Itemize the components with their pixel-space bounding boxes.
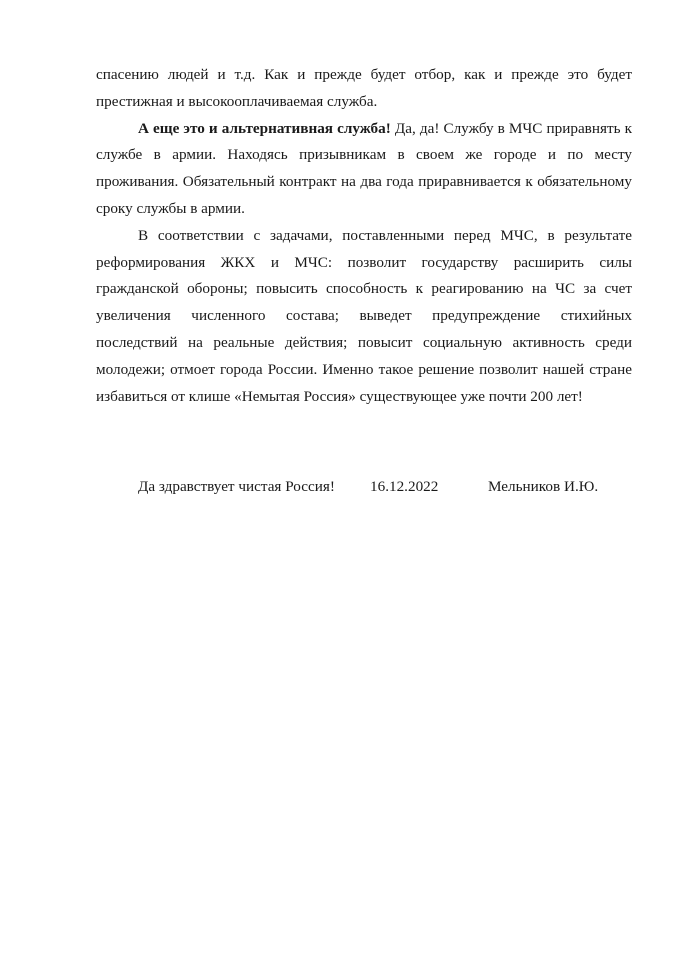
paragraph-reform-goals: В соответствии с задачами, поставленными перед МЧС, в результате реформирования ЖКХ и МЧС: позволит государству расширить силы гражданской обороны; повысить способность к реагированию на ЧС за счет увеличения численного состава; выведет предупреждение стихийных последствий на реальные действия; повысит социальную активность среди молодежи; отмоет города России. Именно такое решение позволит нашей стране избавиться от клише «Немытая Россия» существующее уже почти 200 лет! bbox=[96, 226, 632, 405]
signature-author: Мельников И.Ю. bbox=[488, 478, 599, 495]
document-body bbox=[96, 62, 632, 410]
signature-date: 16.12.2022 bbox=[370, 478, 439, 495]
paragraph-alternative-service bbox=[96, 116, 632, 223]
signature-slogan: Да здравствует чистая Россия! bbox=[138, 478, 335, 495]
paragraph-body-text: Да, да! Службу в МЧС приравнять к службе в армии. Находясь призывникам в своем же городе и по месту проживания. Обязательный контракт на два года приравнивается к обязательному сроку службы в армии. bbox=[96, 119, 632, 217]
signature-line bbox=[138, 474, 618, 501]
paragraph-continuation: спасению людей и т.д. Как и прежде будет отбор, как и прежде это будет престижная и высокооплачиваемая служба. bbox=[96, 66, 632, 110]
paragraph-bold-lead: А еще это и альтернативная служба! bbox=[138, 119, 391, 137]
